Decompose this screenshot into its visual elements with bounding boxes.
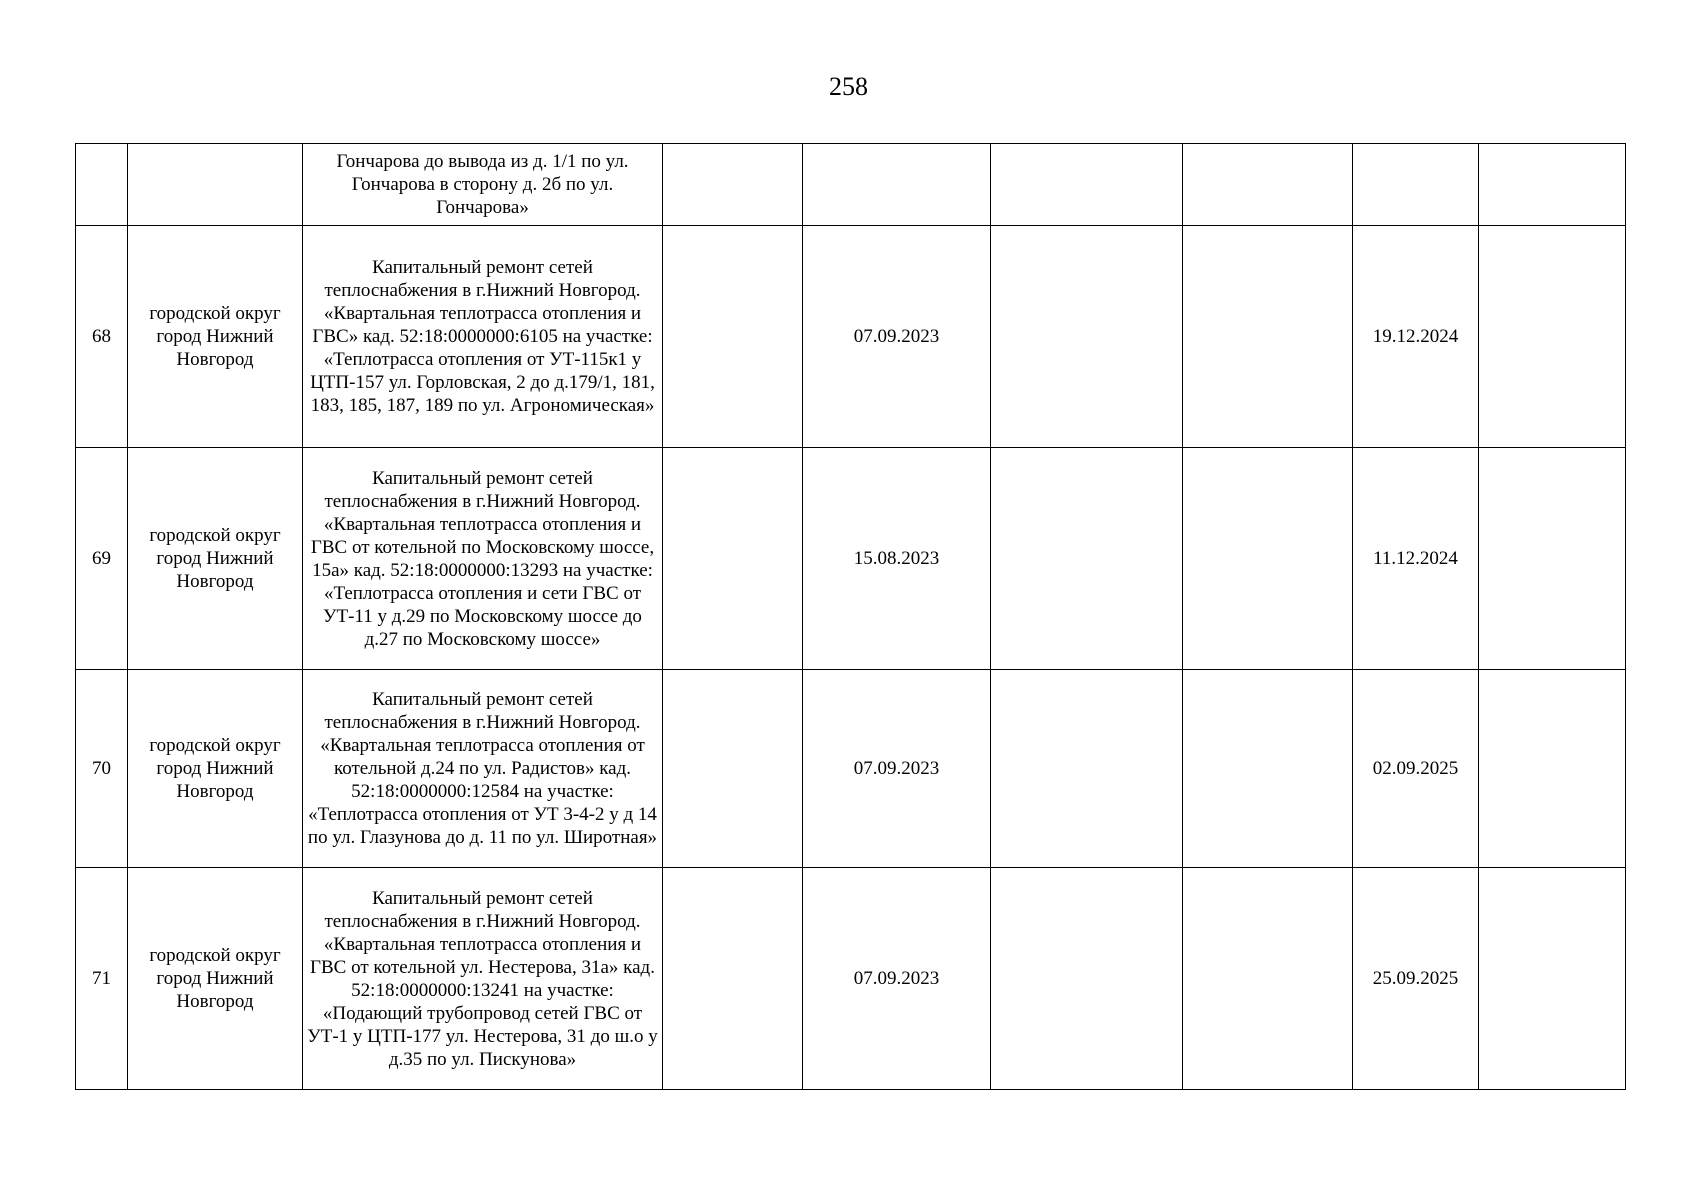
description-cell: Капитальный ремонт сетей теплоснабжения в г.Нижний Новгород. «Квартальная теплотрасса отопления и ГВС» кад. 52:18:0000000:6105 на участке: «Теплотрасса отопления от УТ-115к1 у ЦТП-157 ул. Горловская, 2 до д.179/1, 181, 183, 185, 187, 189 по ул. Агрономическая»: [303, 226, 663, 448]
empty-cell: [991, 868, 1183, 1090]
description-cell: Капитальный ремонт сетей теплоснабжения в г.Нижний Новгород. «Квартальная теплотрасса отопления и ГВС от котельной ул. Нестерова, 31а» кад. 52:18:0000000:13241 на участке: «Подающий трубопровод сетей ГВС от УТ-1 у ЦТП-177 ул. Нестерова, 31 до ш.о у д.35 по ул. Пискунова»: [303, 868, 663, 1090]
empty-cell: [1183, 226, 1353, 448]
date-cell: 15.08.2023: [803, 448, 991, 670]
description-cell: Капитальный ремонт сетей теплоснабжения в г.Нижний Новгород. «Квартальная теплотрасса отопления от котельной д.24 по ул. Радистов» кад. 52:18:0000000:12584 на участке: «Теплотрасса отопления от УТ 3-4-2 у д 14 по ул. Глазунова до д. 11 по ул. Широтная»: [303, 670, 663, 868]
empty-cell: [1479, 448, 1626, 670]
municipality-cell: [128, 144, 303, 226]
date-cell: [1353, 144, 1479, 226]
date-cell: 02.09.2025: [1353, 670, 1479, 868]
date-cell: 07.09.2023: [803, 670, 991, 868]
empty-cell: [1183, 144, 1353, 226]
empty-cell: [1479, 144, 1626, 226]
empty-cell: [1183, 868, 1353, 1090]
empty-cell: [991, 670, 1183, 868]
row-number-cell: 71: [76, 868, 128, 1090]
empty-cell: [1479, 670, 1626, 868]
page-number: 258: [829, 72, 868, 101]
date-cell: 25.09.2025: [1353, 868, 1479, 1090]
empty-cell: [1479, 226, 1626, 448]
description-cell: Капитальный ремонт сетей теплоснабжения в г.Нижний Новгород. «Квартальная теплотрасса отопления и ГВС от котельной по Московскому шоссе, 15а» кад. 52:18:0000000:13293 на участке: «Теплотрасса отопления и сети ГВС от УТ-11 у д.29 по Московскому шоссе до д.27 по Московскому шоссе»: [303, 448, 663, 670]
empty-cell: [1183, 448, 1353, 670]
table-row: [76, 448, 1626, 670]
empty-cell: [663, 670, 803, 868]
date-cell: 07.09.2023: [803, 226, 991, 448]
date-cell: 11.12.2024: [1353, 448, 1479, 670]
empty-cell: [663, 144, 803, 226]
date-cell: 07.09.2023: [803, 868, 991, 1090]
row-number-cell: 68: [76, 226, 128, 448]
empty-cell: [1479, 868, 1626, 1090]
row-number-cell: [76, 144, 128, 226]
row-number-cell: 69: [76, 448, 128, 670]
row-number-cell: 70: [76, 670, 128, 868]
empty-cell: [663, 448, 803, 670]
table-row: [76, 868, 1626, 1090]
table-row: [76, 226, 1626, 448]
works-table: [75, 143, 1626, 1090]
empty-cell: [991, 448, 1183, 670]
empty-cell: [663, 868, 803, 1090]
table-row: [76, 670, 1626, 868]
empty-cell: [1183, 670, 1353, 868]
date-cell: 19.12.2024: [1353, 226, 1479, 448]
empty-cell: [991, 226, 1183, 448]
table-row: [76, 144, 1626, 226]
municipality-cell: городской округ город Нижний Новгород: [128, 226, 303, 448]
municipality-cell: городской округ город Нижний Новгород: [128, 868, 303, 1090]
municipality-cell: городской округ город Нижний Новгород: [128, 448, 303, 670]
empty-cell: [991, 144, 1183, 226]
municipality-cell: городской округ город Нижний Новгород: [128, 670, 303, 868]
empty-cell: [663, 226, 803, 448]
date-cell: [803, 144, 991, 226]
description-cell: Гончарова до вывода из д. 1/1 по ул. Гончарова в сторону д. 2б по ул. Гончарова»: [303, 144, 663, 226]
